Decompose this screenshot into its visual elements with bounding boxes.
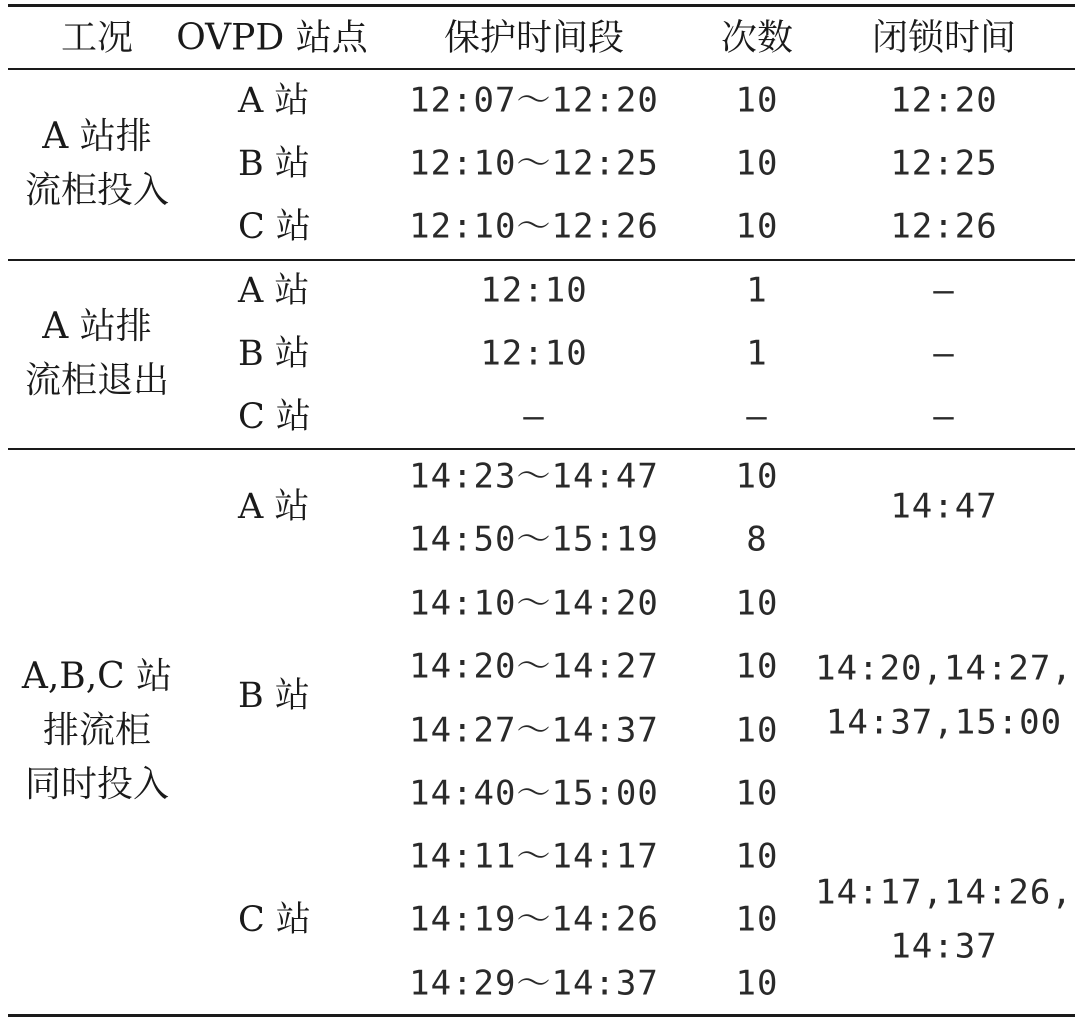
period-cell: 14:19～14:26 bbox=[409, 899, 659, 940]
station-cell: C 站 bbox=[238, 207, 311, 247]
period-cell: 12:10～12:25 bbox=[409, 143, 659, 184]
lock-time-cell: 14:17,14:26, 14:37 bbox=[815, 872, 1073, 967]
lock-time-cell: 12:26 bbox=[890, 206, 998, 247]
table-header-rule bbox=[8, 68, 1075, 70]
count-cell: 10 bbox=[735, 583, 779, 624]
header-station: OVPD 站点 bbox=[176, 17, 368, 59]
period-cell: 14:11～14:17 bbox=[409, 836, 659, 877]
lock-time-cell: 14:20,14:27, 14:37,15:00 bbox=[815, 648, 1073, 743]
count-cell: 1 bbox=[746, 333, 768, 374]
condition-cell: A,B,C 站 排流柜 同时投入 bbox=[21, 656, 173, 805]
station-cell: A 站 bbox=[238, 487, 310, 527]
header-count: 次数 bbox=[720, 17, 794, 59]
period-cell: 14:29～14:37 bbox=[409, 963, 659, 1004]
group-separator-1 bbox=[8, 259, 1075, 261]
table-bottom-rule bbox=[8, 1014, 1075, 1017]
header-period: 保护时间段 bbox=[443, 17, 625, 59]
period-cell: — bbox=[523, 396, 545, 437]
station-cell: B 站 bbox=[238, 676, 310, 716]
count-cell: 10 bbox=[735, 646, 779, 687]
period-cell: 14:20～14:27 bbox=[409, 646, 659, 687]
station-cell: A 站 bbox=[238, 271, 310, 311]
station-cell: A 站 bbox=[238, 81, 310, 121]
table-top-rule bbox=[8, 4, 1075, 7]
station-cell: B 站 bbox=[238, 144, 310, 184]
count-cell: — bbox=[746, 396, 768, 437]
period-cell: 14:40～15:00 bbox=[409, 773, 659, 814]
station-cell: C 站 bbox=[238, 900, 311, 940]
count-cell: 10 bbox=[735, 963, 779, 1004]
period-cell: 12:10 bbox=[480, 333, 588, 374]
group-separator-2 bbox=[8, 448, 1075, 450]
count-cell: 10 bbox=[735, 80, 779, 121]
lock-time-cell: 14:47 bbox=[890, 486, 998, 527]
header-condition: 工况 bbox=[60, 17, 134, 59]
station-cell: C 站 bbox=[238, 397, 311, 437]
period-cell: 14:50～15:19 bbox=[409, 519, 659, 560]
period-cell: 12:10～12:26 bbox=[409, 206, 659, 247]
lock-time-cell: — bbox=[933, 333, 955, 374]
count-cell: 10 bbox=[735, 899, 779, 940]
condition-cell: A 站排 流柜退出 bbox=[24, 306, 170, 401]
period-cell: 14:27～14:37 bbox=[409, 710, 659, 751]
lock-time-cell: 12:20 bbox=[890, 80, 998, 121]
lock-time-cell: — bbox=[933, 270, 955, 311]
period-cell: 12:07～12:20 bbox=[409, 80, 659, 121]
count-cell: 10 bbox=[735, 773, 779, 814]
count-cell: 10 bbox=[735, 143, 779, 184]
count-cell: 10 bbox=[735, 206, 779, 247]
count-cell: 10 bbox=[735, 456, 779, 497]
count-cell: 1 bbox=[746, 270, 768, 311]
period-cell: 12:10 bbox=[480, 270, 588, 311]
count-cell: 10 bbox=[735, 836, 779, 877]
count-cell: 8 bbox=[746, 519, 768, 560]
count-cell: 10 bbox=[735, 710, 779, 751]
condition-cell: A 站排 流柜投入 bbox=[24, 116, 170, 211]
lock-time-cell: 12:25 bbox=[890, 143, 998, 184]
lock-time-cell: — bbox=[933, 396, 955, 437]
header-lock-time: 闭锁时间 bbox=[871, 17, 1017, 59]
period-cell: 14:10～14:20 bbox=[409, 583, 659, 624]
station-cell: B 站 bbox=[238, 334, 310, 374]
period-cell: 14:23～14:47 bbox=[409, 456, 659, 497]
